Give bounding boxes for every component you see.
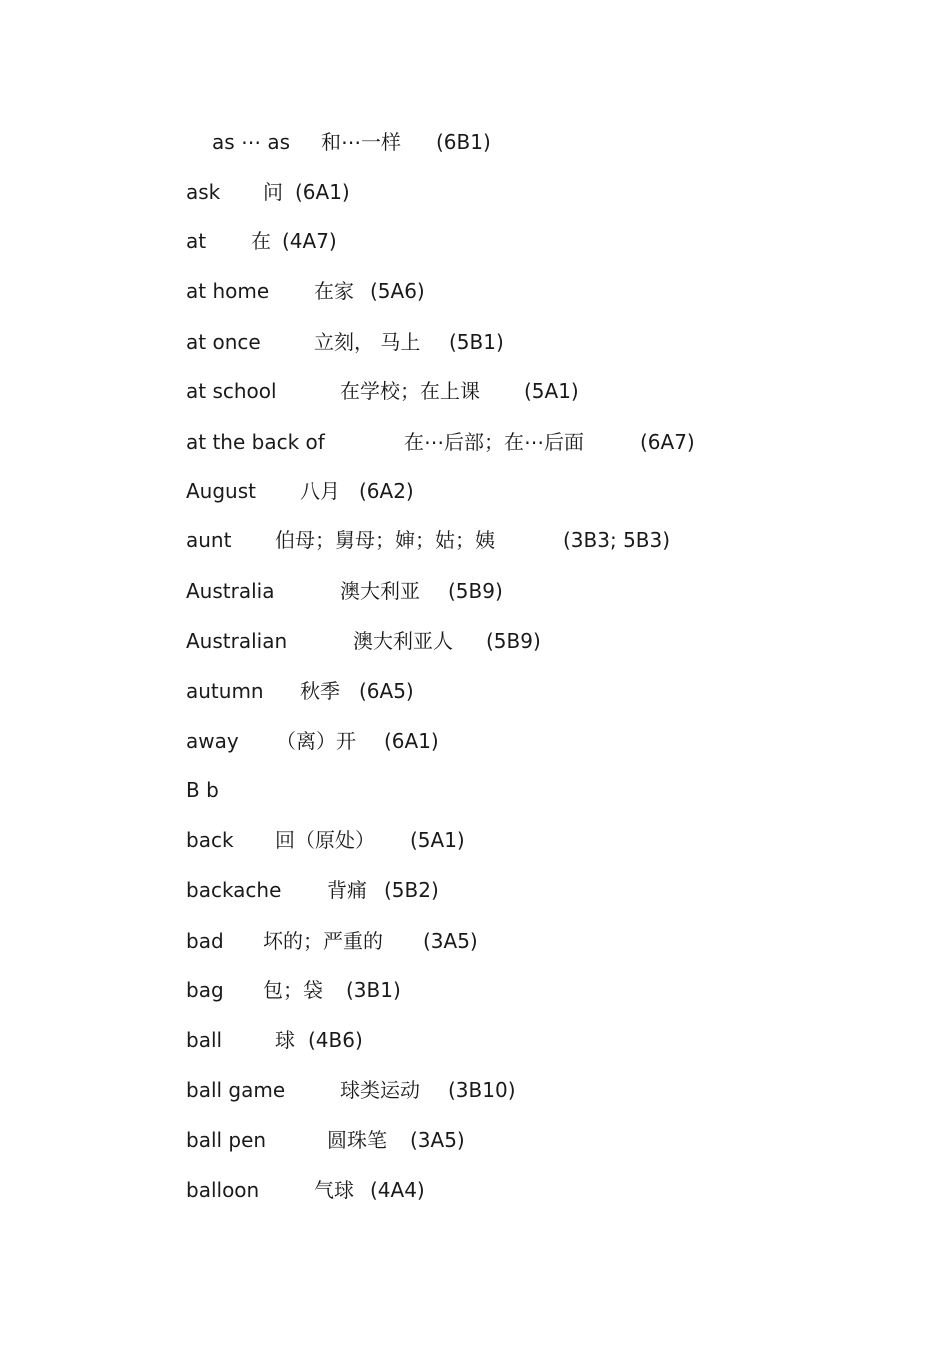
entry-meaning: 在⋯后部；在⋯后面	[404, 430, 584, 454]
entry-meaning: 圆珠笔	[327, 1128, 387, 1152]
entry-word: Australia	[186, 579, 275, 603]
entry-meaning: 在	[251, 229, 271, 253]
entry-word: at school	[186, 379, 277, 403]
entry-unit: (3A5)	[410, 1128, 465, 1152]
entry-unit: (6B1)	[436, 130, 491, 154]
entry-meaning: 立刻， 马上	[314, 330, 421, 354]
entry-word: balloon	[186, 1178, 260, 1202]
entry-unit: (6A1)	[295, 180, 350, 204]
entry-unit: (3A5)	[423, 929, 478, 953]
entry-meaning: 八月	[300, 479, 340, 503]
entry-meaning: 伯母；舅母；婶；姑；姨	[275, 528, 495, 552]
entry-unit: (5A6)	[370, 279, 425, 303]
entry-meaning: 气球	[314, 1178, 354, 1202]
entry-meaning: 坏的；严重的	[263, 929, 383, 953]
entry-word: as ⋯ as	[212, 130, 291, 154]
entry-word: ball game	[186, 1078, 286, 1102]
entry-unit: (5A1)	[524, 379, 579, 403]
entry-meaning: 秋季	[300, 679, 340, 703]
entry-word: at the back of	[186, 430, 325, 454]
entry-meaning: 在学校；在上课	[340, 379, 480, 403]
entry-word: bad	[186, 929, 224, 953]
entry-word: backache	[186, 878, 282, 902]
entry-word: at once	[186, 330, 261, 354]
entry-unit: (6A1)	[384, 729, 439, 753]
entry-unit: (6A5)	[359, 679, 414, 703]
entry-unit: (3B1)	[346, 978, 401, 1002]
entry-meaning: 包；袋	[263, 978, 323, 1002]
entry-meaning: 和⋯一样	[321, 130, 401, 154]
entry-unit: (3B10)	[448, 1078, 516, 1102]
entry-word: back	[186, 828, 234, 852]
entry-unit: (3B3; 5B3)	[563, 528, 671, 552]
entry-word: ball	[186, 1028, 223, 1052]
section-letter: B b	[186, 778, 219, 802]
entry-meaning: 回（原处）	[275, 828, 375, 852]
entry-word: aunt	[186, 528, 232, 552]
entry-unit: (5B1)	[449, 330, 504, 354]
entry-meaning: 在家	[314, 279, 354, 303]
entry-unit: (5B9)	[448, 579, 503, 603]
entry-word: at	[186, 229, 207, 253]
entry-unit: (5B9)	[486, 629, 541, 653]
entry-meaning: 澳大利亚人	[353, 629, 453, 653]
entry-meaning: 球类运动	[340, 1078, 420, 1102]
entry-word: at home	[186, 279, 270, 303]
entry-meaning: （离）开	[276, 729, 356, 753]
entry-word: bag	[186, 978, 224, 1002]
entry-meaning: 球	[275, 1028, 295, 1052]
entry-unit: (5A1)	[410, 828, 465, 852]
entry-meaning: 背痛	[327, 878, 367, 902]
entry-unit: (5B2)	[384, 878, 439, 902]
entry-unit: (6A7)	[640, 430, 695, 454]
entry-meaning: 问	[263, 180, 283, 204]
entry-word: August	[186, 479, 256, 503]
entry-word: away	[186, 729, 239, 753]
entry-word: Australian	[186, 629, 288, 653]
entry-unit: (4A7)	[282, 229, 337, 253]
entry-unit: (6A2)	[359, 479, 414, 503]
entry-unit: (4A4)	[370, 1178, 425, 1202]
entry-word: ask	[186, 180, 221, 204]
entry-unit: (4B6)	[308, 1028, 363, 1052]
entry-word: ball pen	[186, 1128, 267, 1152]
entry-meaning: 澳大利亚	[340, 579, 420, 603]
entry-word: autumn	[186, 679, 264, 703]
